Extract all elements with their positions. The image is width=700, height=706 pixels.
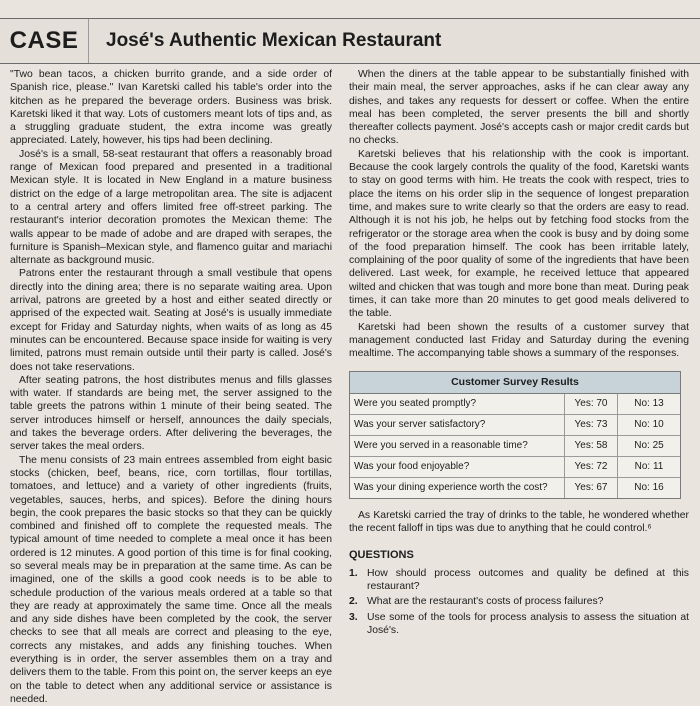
paragraph: Patrons enter the restaurant through a small vestibule that opens directly into the dining area; there is no separate waiting area. Upon arrival, patrons are greeted by a host and either seated directly or apprised of the expected wait. Seating at José's is usually immediate except for Friday and Saturday nights, when waits of as long as 45 minutes can be encountered. Because space inside for waiting is very limited, patrons must remain outside until their party is called. José's does not take reservations. xyxy=(10,268,332,373)
questions-list xyxy=(349,567,689,637)
survey-question: Were you served in a reasonable time? xyxy=(350,436,565,456)
table-row xyxy=(350,457,680,478)
list-item xyxy=(349,611,689,638)
list-item xyxy=(349,567,689,594)
case-header xyxy=(0,18,700,64)
survey-question: Was your server satisfactory? xyxy=(350,415,565,435)
table-row xyxy=(350,436,680,457)
question-number: 1. xyxy=(349,567,358,579)
survey-question: Was your dining experience worth the cost? xyxy=(350,478,565,498)
survey-title: Customer Survey Results xyxy=(350,372,680,394)
left-column xyxy=(10,68,332,706)
case-title: José's Authentic Mexican Restaurant xyxy=(106,30,442,51)
paragraph: The menu consists of 23 main entrees assembled from eight basic stocks (chicken, beef, beans, rice, corn tortillas, flour tortillas, tomatoes, and lettuce) and a variety of other ingredients (fruits, vegetables, sauces, herbs, and spices). Before the dining hours begin, the cook prepares the basic stocks so that they can be quickly combined and finished off to complete the requested meals. The typical amount of time needed to complete a meal once it has been ordered is 12 minutes. A good portion of this time is for final cooking, so several meals may be in preparation at the same time. As can be imagined, one of the skills a good cook needs is to be able to schedule production of the various meals ordered at a table so that they are ready at approximately the same time. Once all the meals and any side dishes have been completed by the cook, the server checks to see that all meals are correct and pleasing to the eye, corrects any mistakes, and adds any finishing touches. When everything is in order, the server assembles them on a tray and delivers them to the table. From this point on, the server keeps an eye on the table to detect when any additional service or assistance is needed. xyxy=(10,454,332,705)
survey-question: Was your food enjoyable? xyxy=(350,457,565,477)
questions-heading: QUESTIONS xyxy=(349,549,414,562)
paragraph: José's is a small, 58-seat restaurant that offers a reasonably broad range of Mexican food prepared and presented in a traditional Mexican style. It is located in New England in a mature business district on the edge of a large metropolitan area. The site is adjacent to a central artery and offers limited free off-street parking. The restaurant's interior decoration promotes the Mexican theme: The walls appear to be made of adobe and are draped with serapes, the furniture is Spanish–Mexican style, and flamenco guitar and mariachi alternate as background music. xyxy=(10,148,332,267)
survey-question: Were you seated promptly? xyxy=(350,394,565,414)
question-number: 2. xyxy=(349,596,358,608)
survey-yes: Yes: 67 xyxy=(565,478,618,498)
survey-yes: Yes: 73 xyxy=(565,415,618,435)
survey-no: No: 16 xyxy=(634,482,664,494)
paragraph: Karetski believes that his relationship with the cook is important. Because the cook largely controls the quality of the food, Karetski wants to stay on good terms with him. He treats the cook with respect, tries to place the items on his order slip in the sequence of longest preparation time, and makes sure to write clearly so that the orders are easy to read. Although it is not his job, he helps out by fetching food stocks from the refrigerator or the storage area when the cook is busy and by doing some of the food preparation himself. The cook has been irritable lately, complaining of the poor quality of some of the ingredients that have been delivered. Last week, for example, he received lettuce that appeared wilted and chicken that was tough and more bone than meat. During peak times, it can take more than 20 minutes to get good meals delivered to the table. xyxy=(349,148,689,320)
paragraph: Karetski had been shown the results of a customer survey that management conducted last Friday and Saturday during the evening mealtime. The accompanying table shows a summary of the responses. xyxy=(349,321,689,360)
question-number: 3. xyxy=(349,611,358,623)
table-row xyxy=(350,415,680,436)
paragraph: After seating patrons, the host distributes menus and fills glasses with water. If standards are being met, the server assigned to the table greets the patrons within 1 minute of their being seated. The server introduces himself or herself, announces the daily specials, and takes the beverage orders. After delivering the beverages, the server takes the meal orders. xyxy=(10,374,332,453)
paragraph: When the diners at the table appear to be substantially finished with their main meal, the server approaches, asks if he can clear away any dishes, and takes any requests for dessert or coffee. When the entire meal has been completed, the server presents the bill and shortly thereafter collects payment. José's accepts cash or major credit cards but no checks. xyxy=(349,69,689,147)
question-text: How should process outcomes and quality be defined at this restaurant? xyxy=(367,567,689,593)
survey-no: No: 11 xyxy=(634,461,664,473)
question-text: Use some of the tools for process analysis to assess the situation at José's. xyxy=(367,611,689,636)
survey-no: No: 10 xyxy=(634,419,664,431)
survey-no: No: 13 xyxy=(634,398,664,410)
paragraph: "Two bean tacos, a chicken burrito grande, and a side order of Spanish rice, please." Ivan Karetski called his table's order into the kitchen as he prepared the beverage orders. Business was brisk. Karetski liked it that way. Lots of customers meant lots of tips and, as a struggling graduate student, the extra income was greatly appreciated. Lately, however, his tips had been declining. xyxy=(10,69,332,147)
right-column xyxy=(349,68,689,639)
list-item xyxy=(349,595,689,608)
question-text: What are the restaurant's costs of process failures? xyxy=(367,596,604,608)
case-label: CASE xyxy=(0,19,89,63)
table-row xyxy=(350,478,680,498)
survey-yes: Yes: 58 xyxy=(565,436,618,456)
survey-yes: Yes: 70 xyxy=(565,394,618,414)
survey-yes: Yes: 72 xyxy=(565,457,618,477)
paragraph: As Karetski carried the tray of drinks to the table, he wondered whether the recent falloff in tips was due to anything that he could control.⁶ xyxy=(349,509,689,535)
survey-table xyxy=(349,371,681,499)
table-row xyxy=(350,394,680,415)
survey-no: No: 25 xyxy=(634,440,664,452)
